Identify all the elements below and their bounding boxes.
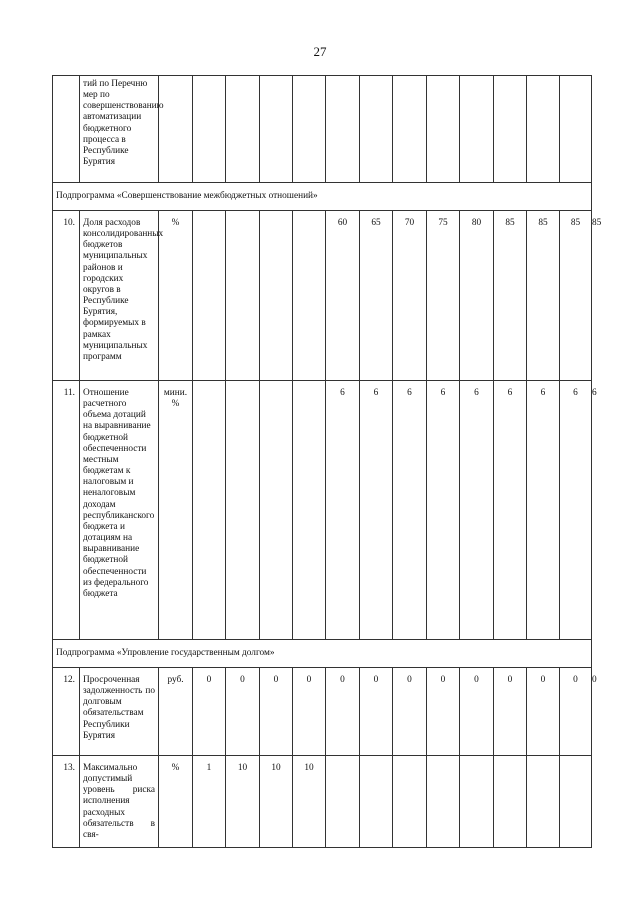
value-cell [226,211,260,381]
row-number-cell: 10. [53,211,80,381]
value-cell: 6 [560,381,592,640]
indicator-name-cell: Доля расходов консолидированных бюджетов муниципальных районов и городских округов в Республике Бурятия, формируемых в рамках муниципальных программ [80,211,159,381]
value-cell [460,756,494,848]
table-row: 11. Отношение расчетного объема дотаций на выравнивание бюджетной обеспеченности местным бюджетам к налоговым и неналоговым доходам республиканского бюджета и дотациям на выравнивание бюджетной обеспеченности из федерального бюджета мини. % 6 6 6 6 6 6 6 6 6 [53,381,592,640]
value-cell: 10 [293,756,326,848]
value-cell: 0 [427,668,460,756]
value-cell: 6 [393,381,427,640]
subprogram-title: Подпрограмма «Упровление государственным долгом» [53,640,592,668]
value-cell [193,211,226,381]
table-row: 12. Просроченная задолженность по долговым обязательствам Республики Бурятия руб. 0 0 0 0 0 0 0 0 0 0 0 0 0 [53,668,592,756]
value-cell: 0 [226,668,260,756]
value-cell: 1 [193,756,226,848]
value-cell [326,756,360,848]
subprogram-title: Подпрограмма «Совершенствование межбюджетных отношений» [53,183,592,211]
value-cell: 80 [460,211,494,381]
value-cell: 0 [494,668,527,756]
value-cell: 0 [326,668,360,756]
value-cell: 6 [360,381,393,640]
value-cell: 0 [260,668,293,756]
value-cell [293,381,326,640]
value-cell: 0 [193,668,226,756]
row-number-cell [53,76,80,183]
value-cell: 75 [427,211,460,381]
value-cell: 0 [527,668,560,756]
value-cell: 85 [527,211,560,381]
indicator-name-cell: Просроченная задолженность по долговым обязательствам Республики Бурятия [80,668,159,756]
row-number-cell: 11. [53,381,80,640]
table-row [53,756,592,848]
unit-cell: % [159,756,193,848]
value-cell: 70 [393,211,427,381]
value-cell: 0 [293,668,326,756]
indicator-name-cell: тий по Перечню мер по совершенствованию автоматизации бюджетного процесса в Республике Бурятия [80,76,159,183]
value-cell [360,756,393,848]
row-number-cell: 12. [53,668,80,756]
subprogram-row [53,183,592,211]
value-cell [494,756,527,848]
value-cell: 0 [460,668,494,756]
value-cell [560,756,592,848]
value-cell: 6 [427,381,460,640]
indicator-name-cell: Максимально допустимый уровень риска исполнения расходных обязательств в свя- [80,756,159,848]
value-cell: 85 [560,211,592,381]
unit-cell: % [159,211,193,381]
value-cell [193,381,226,640]
value-cell [293,211,326,381]
unit-cell: мини. % [159,381,193,640]
indicators-table [52,75,602,848]
value-cell: 6 [326,381,360,640]
value-cell: 6 [527,381,560,640]
value-cell: 65 [360,211,393,381]
unit-cell: руб. [159,668,193,756]
value-cell: 85 [494,211,527,381]
row-number-cell: 13. [53,756,80,848]
value-cell [260,211,293,381]
value-cell [226,381,260,640]
indicator-name-cell: Отношение расчетного объема дотаций на выравнивание бюджетной обеспеченности местным бюджетам к налоговым и неналоговым доходам республиканского бюджета и дотациям на выравнивание бюджетной обеспеченности из федерального бюджета [80,381,159,640]
value-cell: 10 [260,756,293,848]
value-cell [260,381,293,640]
page-number: 27 [313,44,327,59]
value-cell [393,756,427,848]
value-cell: 0 [360,668,393,756]
table-row [53,76,592,183]
value-cell [527,756,560,848]
value-cell: 6 [460,381,494,640]
value-cell: 10 [226,756,260,848]
value-cell: 60 [326,211,360,381]
value-cell [427,756,460,848]
table-row: 10. Доля расходов консолидированных бюджетов муниципальных районов и городских округов в Республике Бурятия, формируемых в рамках муниципальных программ % 60 65 70 75 80 85 85 85 85 [53,211,592,381]
value-cell: 0 [393,668,427,756]
subprogram-row [53,640,592,668]
value-cell: 0 [560,668,592,756]
value-cell: 6 [494,381,527,640]
